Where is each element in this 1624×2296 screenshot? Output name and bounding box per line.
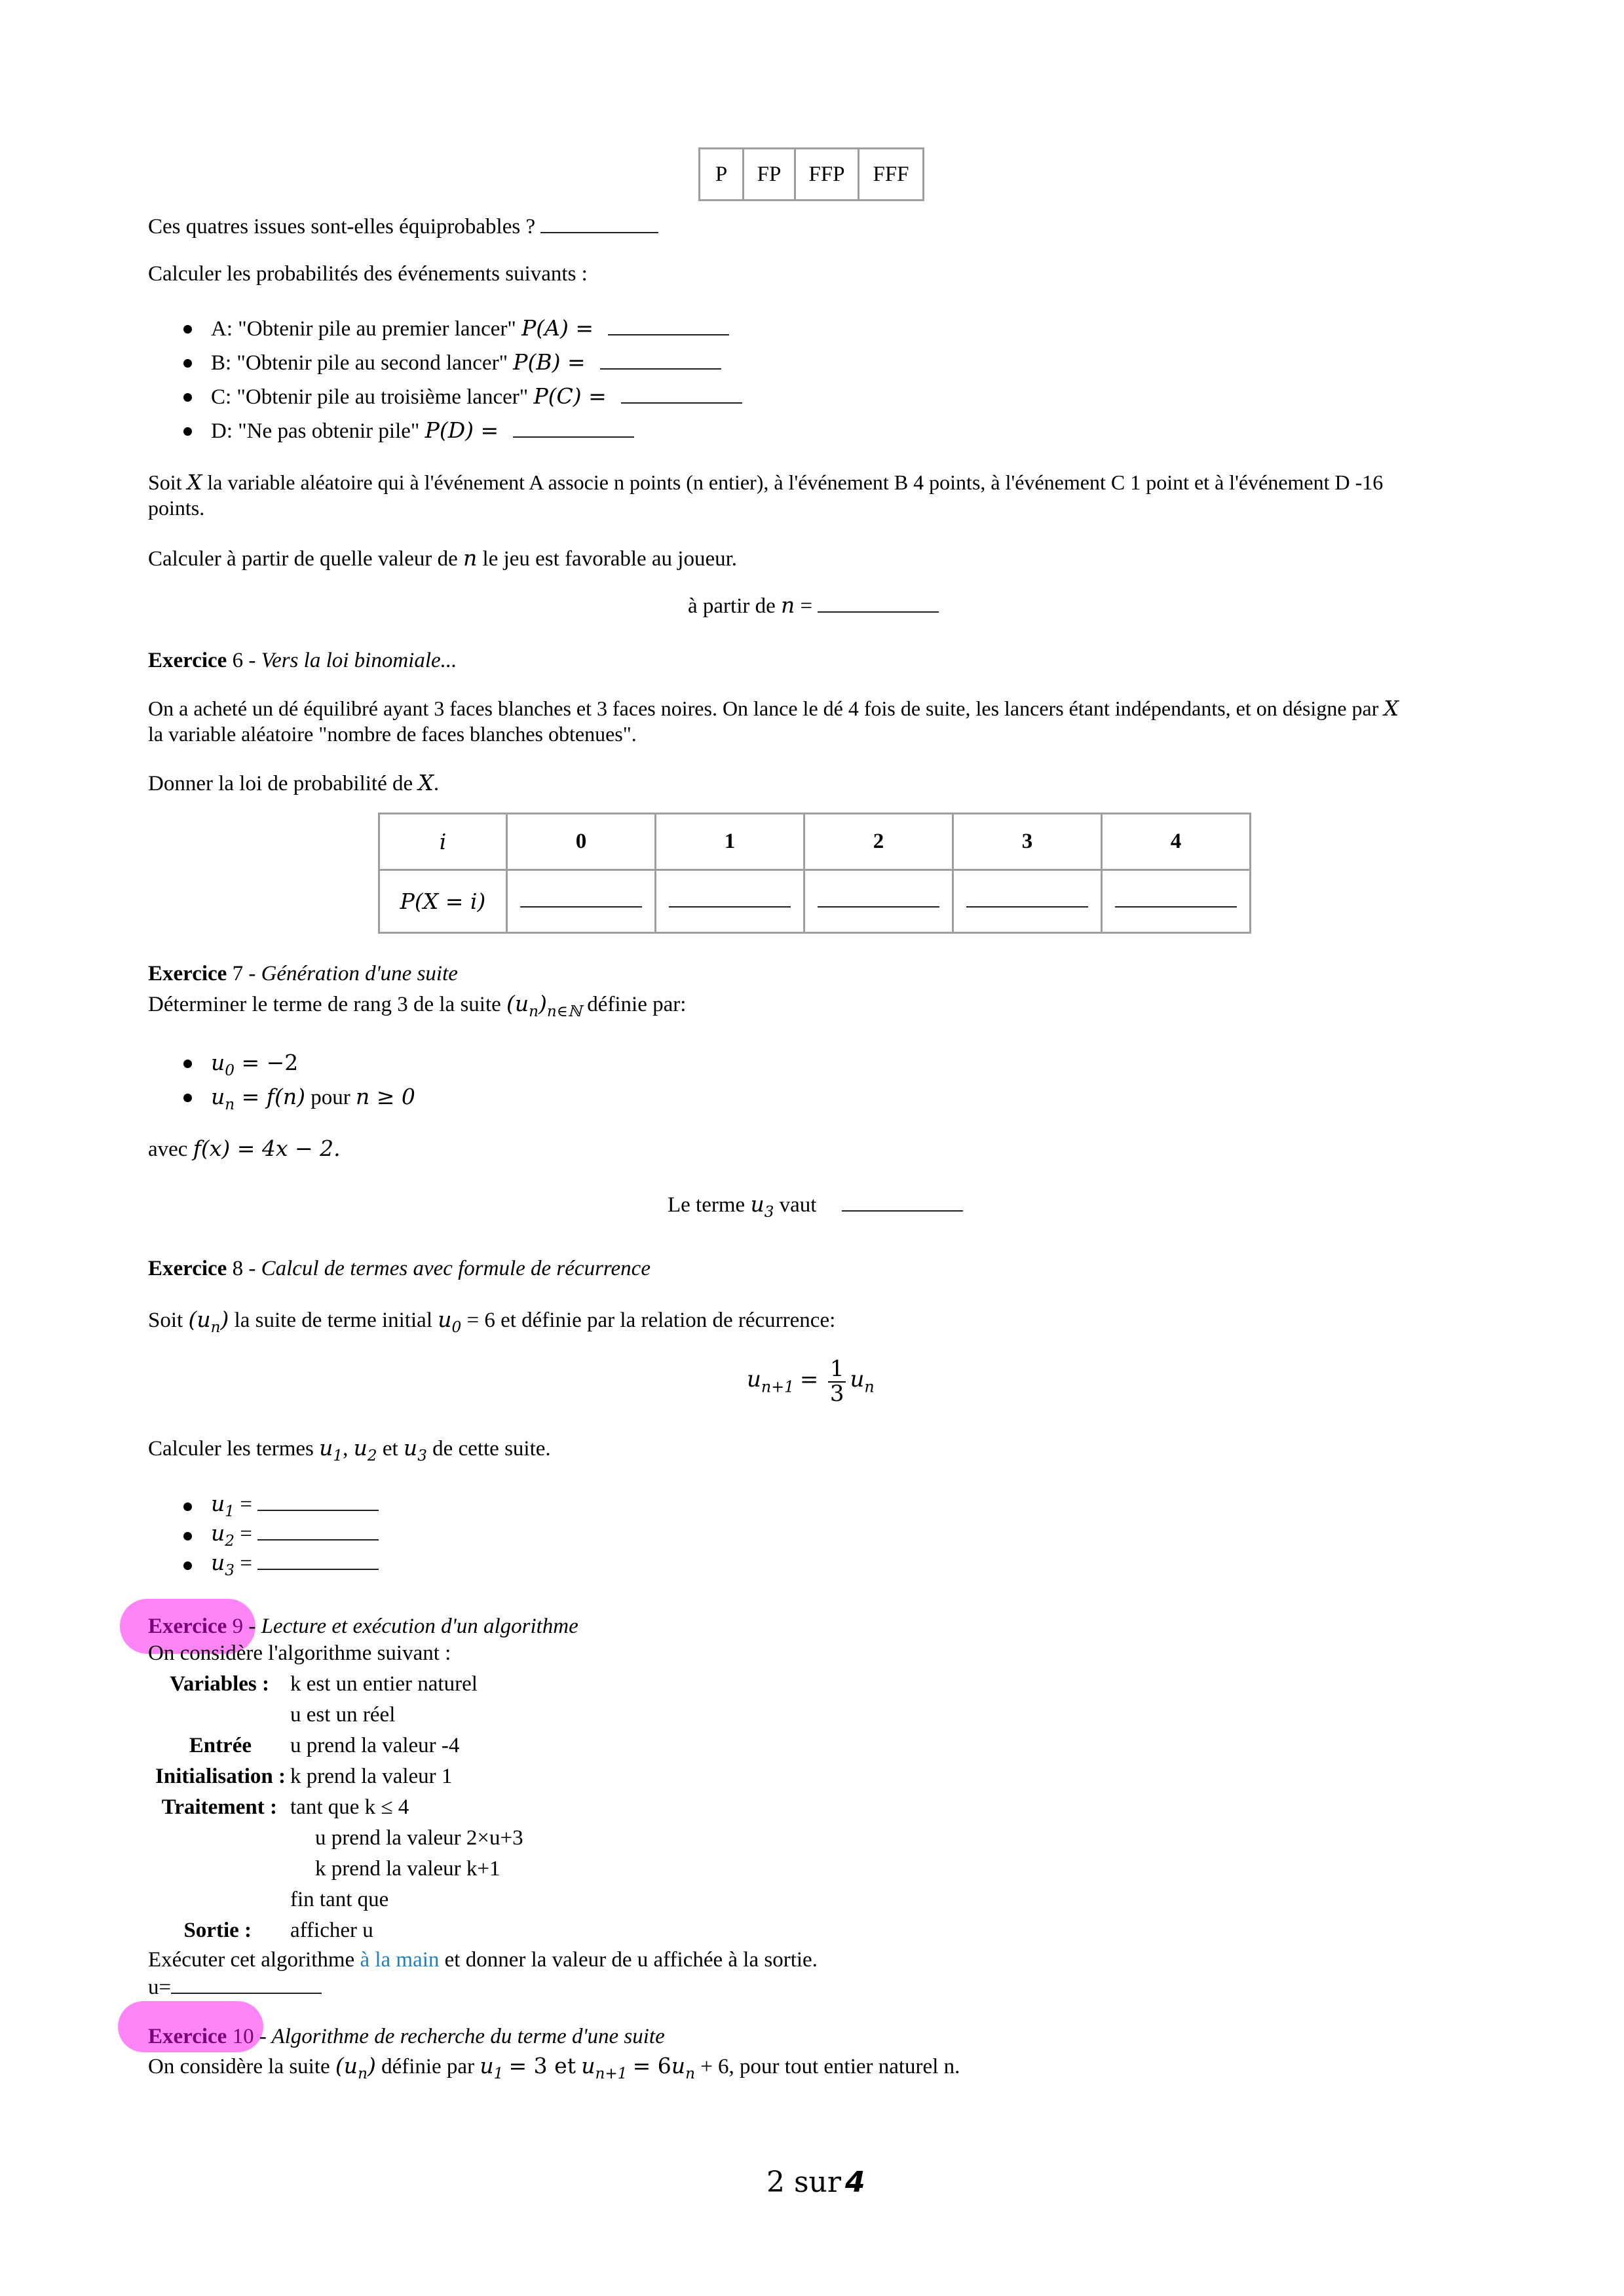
answer-blank[interactable] [621, 402, 742, 404]
algo-line: tant que k ≤ 4 [290, 1795, 409, 1819]
exercise-6-question: Donner la loi de probabilité de X. [148, 770, 440, 795]
answer-item: $u_3$ = [178, 1548, 379, 1577]
probability-law-table [378, 813, 1251, 934]
answer-blank[interactable] [608, 334, 729, 335]
answer-blank[interactable] [818, 611, 939, 613]
algo-line: u est un réel [290, 1703, 396, 1727]
answer-blank[interactable] [257, 1509, 379, 1511]
answer-item: $u_1$ = [178, 1489, 379, 1518]
algo-label: Variables : [170, 1672, 269, 1696]
event-item: C: "Obtenir pile au troisième lancer" P(C) = [178, 379, 742, 413]
handwritten-total: 4 [844, 2166, 865, 2199]
exercise-9-answer: u= [148, 1976, 322, 2000]
probability-cell[interactable] [804, 870, 953, 933]
events-list [178, 311, 742, 448]
page-indicator: 2 sur 4 [766, 2166, 865, 2199]
algo-line: u prend la valeur -4 [290, 1734, 460, 1757]
answer-blank[interactable] [1115, 906, 1237, 908]
random-variable-text: Soit X la variable aléatoire qui à l'événement A associe n points (n entier), à l'événement B 4 points, à l'événement C 1 point et à l'événement D -16 points. [148, 470, 1384, 520]
algo-label: Sortie : [183, 1919, 252, 1942]
outcome-cell: FP [744, 149, 795, 201]
answer-blank[interactable] [818, 906, 939, 908]
algo-line: afficher u [290, 1919, 373, 1942]
exercise-10-text: On considère la suite $(u_n)$ définie par $u_1 = 3$ et $u_{n+1} = 6u_n + 6$, pour tout entier naturel n. [148, 2053, 960, 2083]
exercise-8-question: Calculer les termes $u_1$, $u_2$ et $u_3$ de cette suite. [148, 1435, 551, 1465]
algo-line: fin tant que [290, 1888, 389, 1911]
event-item: B: "Obtenir pile au second lancer" P(B) = [178, 345, 742, 379]
event-item: A: "Obtenir pile au premier lancer" P(A) = [178, 311, 742, 345]
answer-blank[interactable] [669, 906, 791, 908]
answer-blank[interactable] [966, 906, 1088, 908]
exercise-6-heading: Exercice 6 - Vers la loi binomiale... [148, 649, 457, 672]
answer-blank[interactable] [600, 368, 721, 370]
table-header-value: 1 [656, 814, 804, 870]
algo-label: Traitement : [161, 1795, 277, 1819]
answer-item: $u_2$ = [178, 1518, 379, 1548]
answer-blank[interactable] [257, 1539, 379, 1540]
table-row-head-probability: P(X = i) [379, 870, 507, 933]
equiprobable-question: Ces quatres issues sont-elles équiprobables ? [148, 215, 658, 239]
table-header-i: i [379, 814, 507, 870]
probability-cell[interactable] [507, 870, 656, 933]
a-la-main-link[interactable]: à la main [360, 1948, 440, 1972]
table-header-value: 0 [507, 814, 656, 870]
exercise-10-heading: Exercice 10 - Algorithme de recherche du terme d'une suite [148, 2025, 665, 2048]
probability-cell[interactable] [953, 870, 1102, 933]
probability-cell[interactable] [656, 870, 804, 933]
algo-line: k prend la valeur 1 [290, 1765, 453, 1788]
exercise-8-answers [178, 1489, 379, 1580]
exercise-7-function: avec f(x) = 4x − 2. [148, 1136, 341, 1161]
exercise-7-answer: Le terme $u_3$ vaut [668, 1191, 963, 1217]
exercise-7-intro: Déterminer le terme de rang 3 de la suite $(u_n)_{n\in ℕ}$ définie par: [148, 991, 687, 1021]
exercise-7-definitions [178, 1046, 415, 1114]
calc-probas-question: Calculer les probabilités des événements suivants : [148, 262, 588, 286]
exercise-8-heading: Exercice 8 - Calcul de termes avec formule de récurrence [148, 1257, 651, 1280]
exercise-9-heading: Exercice 9 - Lecture et exécution d'un algorithme [148, 1615, 578, 1638]
definition-item: $u_n = f(n)$ pour n ≥ 0 [178, 1080, 415, 1114]
exercise-9-instruction: Exécuter cet algorithme à la main et donner la valeur de u affichée à la sortie. [148, 1948, 818, 1972]
fraction: $\frac{1}{3}$ [828, 1358, 846, 1406]
table-header-value: 2 [804, 814, 953, 870]
recurrence-formula: $u_{n+1}$ = $\frac{1}{3}$ $u_n$ [747, 1356, 875, 1407]
event-item: D: "Ne pas obtenir pile" P(D) = [178, 413, 742, 448]
algo-line: u prend la valeur 2×u+3 [315, 1826, 523, 1850]
exercise-9-intro: On considère l'algorithme suivant : [148, 1641, 451, 1665]
answer-blank[interactable] [540, 231, 658, 233]
answer-n: à partir de n = [688, 592, 939, 619]
exercise-8-intro: Soit $(u_n)$ la suite de terme initial $u_0 = 6$ et définie par la relation de récurrence: [148, 1307, 836, 1337]
table-header-value: 4 [1102, 814, 1251, 870]
answer-blank[interactable] [520, 906, 642, 908]
algo-label: Entrée [189, 1734, 252, 1757]
probability-cell[interactable] [1102, 870, 1251, 933]
favorable-question: Calculer à partir de quelle valeur de n le jeu est favorable au joueur. [148, 545, 738, 571]
answer-blank[interactable] [171, 1992, 322, 1994]
answer-blank[interactable] [842, 1210, 963, 1212]
answer-blank[interactable] [513, 436, 634, 438]
algo-label: Initialisation : [155, 1765, 286, 1788]
answer-blank[interactable] [257, 1568, 379, 1570]
outcome-cell: FFF [859, 149, 924, 201]
outcomes-table [698, 147, 924, 201]
exercise-6-text: On a acheté un dé équilibré ayant 3 faces blanches et 3 faces noires. On lance le dé 4 fois de suite, les lancers étant indépendants, et on désigne par X la variable aléatoire "nombre de faces blanches obtenues". [148, 696, 1399, 746]
algo-line: k prend la valeur k+1 [315, 1857, 500, 1881]
algo-line: k est un entier naturel [290, 1672, 478, 1696]
table-header-value: 3 [953, 814, 1102, 870]
exercise-7-heading: Exercice 7 - Génération d'une suite [148, 962, 458, 985]
outcome-cell: FFP [795, 149, 859, 201]
outcome-cell: P [700, 149, 744, 201]
definition-item: $u_0 = -2$ [178, 1046, 415, 1080]
